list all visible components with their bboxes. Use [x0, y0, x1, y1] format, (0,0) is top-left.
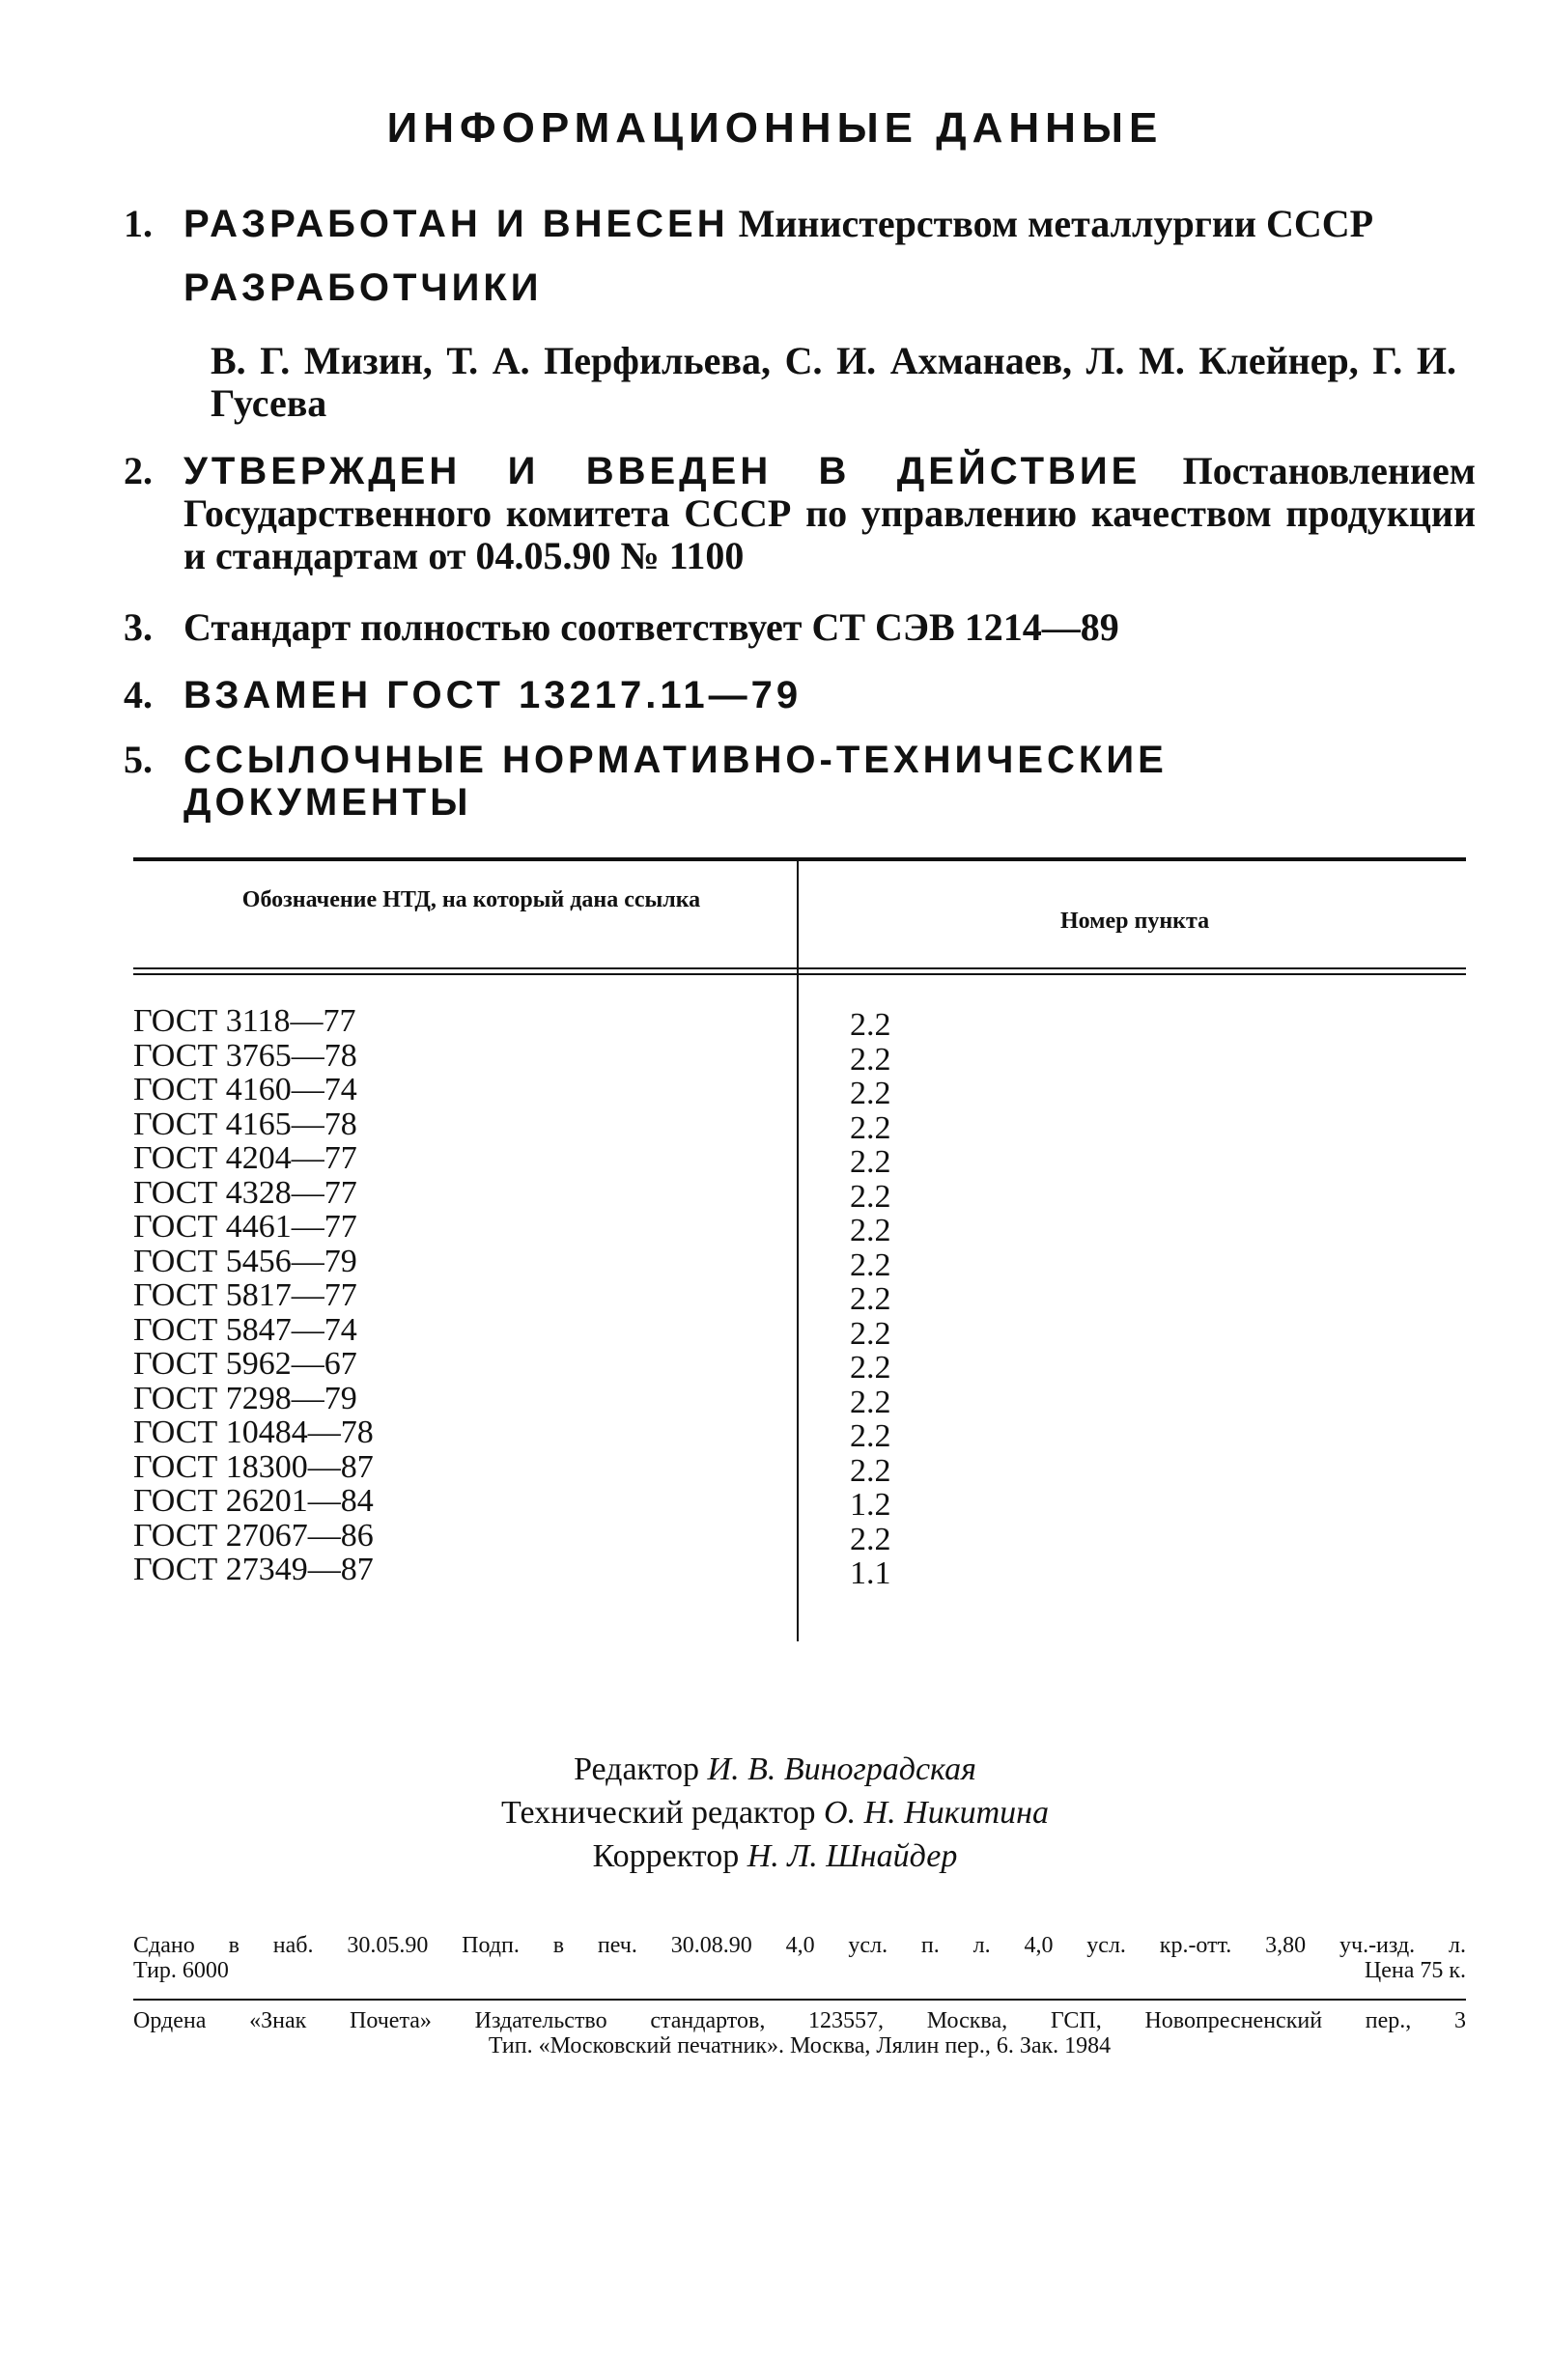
- info-item-2: [124, 450, 1476, 577]
- table-header-rule-1: [133, 967, 1466, 969]
- info-item-5: [124, 739, 1466, 824]
- credit-editor: [0, 1748, 1550, 1791]
- table-cell-item: 1.2: [850, 1487, 891, 1523]
- credit-name: И. В. Виноградская: [707, 1751, 976, 1787]
- table-cell-item: 2.2: [850, 1041, 891, 1078]
- info-item-3: [124, 606, 1476, 649]
- table-cell-ntd: ГОСТ 10484—78: [133, 1414, 374, 1450]
- item-text: Министерством металлургии СССР: [728, 202, 1374, 245]
- table-cell-ntd: ГОСТ 27067—86: [133, 1517, 374, 1554]
- table-cell-ntd: ГОСТ 3765—78: [133, 1037, 357, 1074]
- item-number: 3.: [124, 605, 153, 649]
- table-cell-ntd: ГОСТ 5847—74: [133, 1311, 357, 1348]
- table-cell-ntd: ГОСТ 4165—78: [133, 1106, 357, 1142]
- table-cell-item: 2.2: [850, 1213, 891, 1248]
- developers-names: В. Г. Мизин, Т. А. Перфильева, С. И. Ахманаев, Л. М. Клейнер, Г. И. Гусева: [211, 339, 1456, 425]
- table-header-rule-2: [133, 973, 1466, 975]
- table-cell-item: 2.2: [850, 1315, 891, 1352]
- table-cell-item: 2.2: [850, 1350, 891, 1386]
- credit-corrector: [0, 1834, 1550, 1878]
- item-caps: УТВЕРЖДЕН И ВВЕДЕН В ДЕЙСТВИЕ: [183, 450, 1141, 492]
- credit-role: Корректор: [592, 1838, 740, 1874]
- table-cell-ntd: ГОСТ 26201—84: [133, 1483, 374, 1519]
- table-cell-item: 2.2: [850, 1418, 891, 1454]
- imprint-rule: [133, 1999, 1466, 2001]
- developers-label: РАЗРАБОТЧИКИ: [183, 266, 543, 309]
- info-item-1: [124, 203, 1476, 245]
- developers-heading: [124, 266, 1476, 309]
- item-caps: РАЗРАБОТАН И ВНЕСЕН: [183, 203, 729, 245]
- table-cell-ntd: ГОСТ 5456—79: [133, 1243, 357, 1279]
- printer-line: Тип. «Московский печатник». Москва, Лялин пер., 6. Зак. 1984: [488, 2033, 1112, 2058]
- credit-tech-editor: [0, 1791, 1550, 1834]
- table-cell-ntd: ГОСТ 4204—77: [133, 1140, 357, 1176]
- publisher-block: [133, 2008, 1466, 2058]
- table-header-item: Номер пункта: [1059, 909, 1210, 934]
- imprint-circulation: Тир. 6000: [133, 1958, 229, 1983]
- item-caps: ССЫЛОЧНЫЕ НОРМАТИВНО-ТЕХНИЧЕСКИЕ ДОКУМЕНТЫ: [183, 739, 1168, 824]
- table-cell-ntd: ГОСТ 5962—67: [133, 1346, 357, 1382]
- item-number: 4.: [124, 673, 153, 716]
- imprint-line-1: Сдано в наб. 30.05.90 Подп. в печ. 30.08.90 4,0 усл. п. л. 4,0 усл. кр.-отт. 3,80 уч.-изд. л.: [133, 1933, 1466, 1958]
- item-number: 2.: [124, 449, 153, 492]
- page-title: ИНФОРМАЦИОННЫЕ ДАННЫЕ: [386, 104, 1164, 152]
- table-cell-ntd: ГОСТ 4160—74: [133, 1072, 357, 1107]
- table-cell-item: 2.2: [850, 1384, 891, 1420]
- item-number: 5.: [124, 738, 153, 781]
- table-cell-ntd: ГОСТ 5817—77: [133, 1277, 357, 1313]
- table-column-item: [850, 1008, 891, 1591]
- table-cell-ntd: ГОСТ 4461—77: [133, 1209, 357, 1245]
- item-number: 1.: [124, 202, 153, 245]
- table-cell-ntd: ГОСТ 3118—77: [133, 1003, 356, 1039]
- table-top-rule: [133, 857, 1466, 861]
- table-cell-item: 2.2: [850, 1007, 891, 1043]
- table-cell-ntd: ГОСТ 18300—87: [133, 1448, 374, 1485]
- credit-role: Технический редактор: [500, 1795, 816, 1831]
- item-text: Постановлением Государственного комитета СССР по управлению качеством продукции и стандартам от 04.05.90 № 1100: [183, 449, 1477, 577]
- imprint-price: Цена 75 к.: [1364, 1958, 1466, 1983]
- publisher-line: Ордена «Знак Почета» Издательство стандартов, 123557, Москва, ГСП, Новопресненский пер., 3: [133, 2008, 1466, 2033]
- table-cell-item: 2.2: [850, 1109, 891, 1146]
- table-cell-item: 2.2: [850, 1246, 891, 1283]
- table-header-ntd: Обозначение НТД, на который дана ссылка: [241, 887, 701, 912]
- credit-role: Редактор: [574, 1751, 700, 1787]
- table-column-ntd: [133, 1004, 374, 1587]
- item-caps: ВЗАМЕН ГОСТ 13217.11—79: [183, 674, 803, 716]
- item-text: Стандарт полностью соответствует СТ СЭВ 1214—89: [183, 605, 1119, 649]
- credit-name: О. Н. Никитина: [824, 1795, 1050, 1831]
- table-cell-ntd: ГОСТ 4328—77: [133, 1174, 357, 1211]
- credits: [0, 1748, 1550, 1878]
- table-cell-item: 2.2: [850, 1178, 891, 1215]
- imprint-block: [133, 1933, 1466, 1983]
- table-cell-ntd: ГОСТ 7298—79: [133, 1380, 357, 1416]
- table-cell-item: 2.2: [850, 1076, 891, 1111]
- table-cell-item: 2.2: [850, 1452, 891, 1489]
- credit-name: Н. Л. Шнайдер: [747, 1838, 958, 1874]
- table-cell-item: 2.2: [850, 1144, 891, 1180]
- table-cell-item: 2.2: [850, 1521, 891, 1557]
- table-cell-ntd: ГОСТ 27349—87: [133, 1552, 374, 1587]
- table-cell-item: 1.1: [850, 1555, 891, 1591]
- table-column-divider: [797, 975, 799, 1641]
- table-cell-item: 2.2: [850, 1281, 891, 1317]
- info-item-4: [124, 674, 1476, 716]
